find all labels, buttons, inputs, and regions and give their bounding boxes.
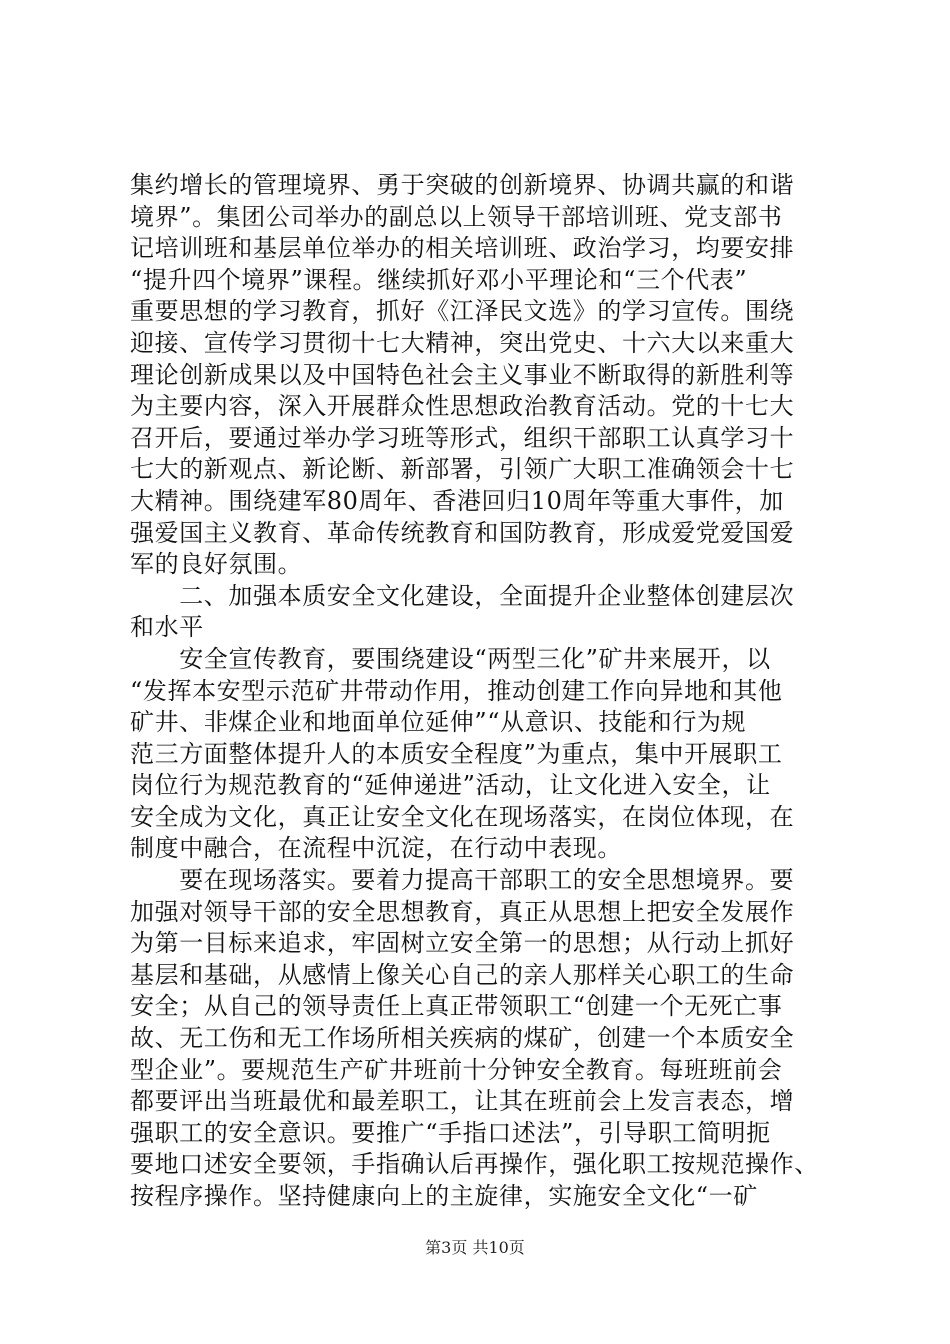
text-line: 理论创新成果以及中国特色社会主义事业不断取得的新胜利等 [130, 360, 795, 389]
text-line: 要地口述安全要领，手指确认后再操作，强化职工按规范操作、 [130, 1150, 819, 1179]
text-line: 重要思想的学习教育，抓好《江泽民文选》的学习宣传。围绕 [130, 297, 795, 326]
text-line: 军的良好氛围。 [130, 550, 303, 579]
text-line: 型企业”。要规范生产矿井班前十分钟安全教育。每班班前会 [130, 1055, 783, 1084]
text-line: 都要评出当班最优和最差职工，让其在班前会上发言表态，增 [130, 1087, 795, 1116]
text-line: 基层和基础，从感情上像关心自己的亲人那样关心职工的生命 [130, 960, 795, 989]
text-line: 大精神。围绕建军80周年、香港回归10周年等重大事件，加 [130, 486, 784, 515]
text-line: 矿井、非煤企业和地面单位延伸”“从意识、技能和行为规 [130, 708, 747, 737]
text-line: 记培训班和基层单位举办的相关培训班、政治学习，均要安排 [130, 234, 795, 263]
text-line: 迎接、宣传学习贯彻十七大精神，突出党史、十六大以来重大 [130, 328, 795, 357]
text-line: “发挥本安型示范矿井带动作用，推动创建工作向异地和其他 [130, 676, 783, 705]
text-line: 岗位行为规范教育的“延伸递进”活动，让文化进入安全，让 [130, 771, 771, 800]
text-line: 范三方面整体提升人的本质安全程度”为重点，集中开展职工 [130, 739, 783, 768]
text-line: 安全；从自己的领导责任上真正带领职工“创建一个无死亡事 [130, 992, 783, 1021]
text-line: 为主要内容，深入开展群众性思想政治教育活动。党的十七大 [130, 392, 795, 421]
text-line: 制度中融合，在流程中沉淀，在行动中表现。 [130, 834, 622, 863]
text-line: 集约增长的管理境界、勇于突破的创新境界、协调共赢的和谐 [130, 171, 795, 199]
text-line: 要在现场落实。要着力提高干部职工的安全思想境界。要 [130, 866, 795, 895]
text-line: 故、无工伤和无工作场所相关疾病的煤矿，创建一个本质安全 [130, 1024, 795, 1053]
document-body [130, 170, 830, 1213]
page-footer: 第3页 共10页 [425, 1238, 525, 1257]
text-line: 境界”。集团公司举办的副总以上领导干部培训班、党支部书 [130, 202, 783, 231]
text-line: 强职工的安全意识。要推广“手指口述法”，引导职工简明扼 [130, 1118, 771, 1147]
text-line: 加强对领导干部的安全思想教育，真正从思想上把安全发展作 [130, 897, 795, 926]
text-line: 二、加强本质安全文化建设，全面提升企业整体创建层次 [130, 581, 795, 610]
text-line: 强爱国主义教育、革命传统教育和国防教育，形成爱党爱国爱 [130, 518, 795, 547]
text-line: 按程序操作。坚持健康向上的主旋律，实施安全文化“一矿 [130, 1182, 758, 1210]
text-line: 安全成为文化，真正让安全文化在现场落实，在岗位体现，在 [130, 802, 795, 831]
text-line: 召开后，要通过举办学习班等形式，组织干部职工认真学习十 [130, 423, 795, 452]
text-line: “提升四个境界”课程。继续抓好邓小平理论和“三个代表” [130, 265, 748, 294]
text-line: 为第一目标来追求，牢固树立安全第一的思想；从行动上抓好 [130, 929, 795, 958]
text-line: 安全宣传教育，要围绕建设“两型三化”矿井来展开，以 [130, 644, 771, 673]
text-line: 七大的新观点、新论断、新部署，引领广大职工准确领会十七 [130, 455, 795, 484]
text-line: 和水平 [130, 613, 204, 642]
